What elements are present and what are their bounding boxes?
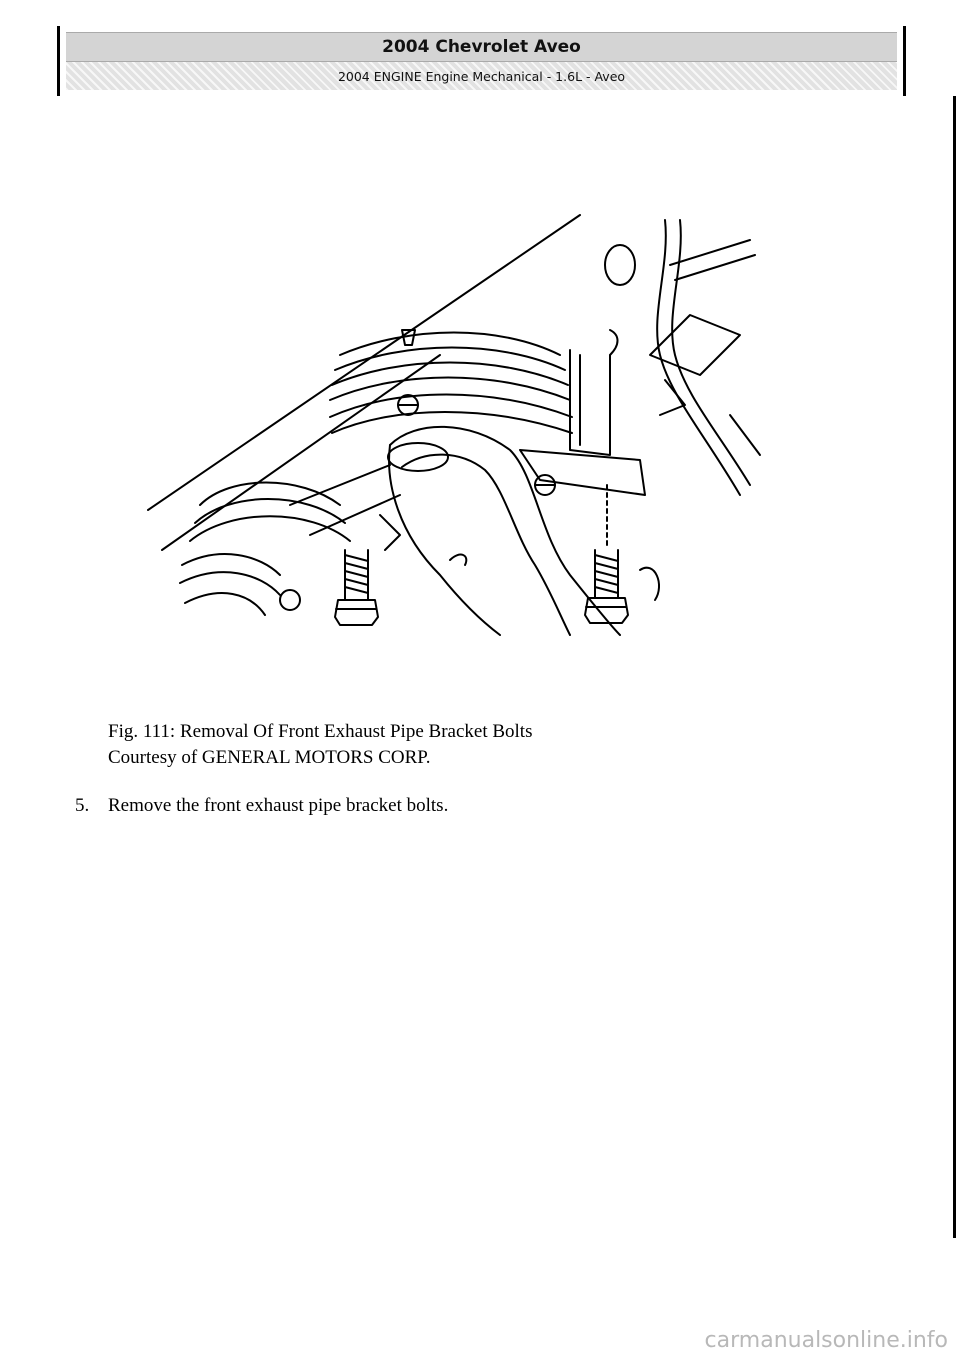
procedure-step xyxy=(75,793,448,819)
figure-caption xyxy=(108,719,532,771)
page-header xyxy=(57,26,906,96)
page-right-rule xyxy=(953,96,956,1238)
exhaust-pipe-bracket-illustration xyxy=(140,205,765,640)
step-number: 5. xyxy=(75,795,90,816)
figure-caption-title: Fig. 111: Removal Of Front Exhaust Pipe Bracket Bolts xyxy=(108,721,533,742)
figure-caption-credit: Courtesy of GENERAL MOTORS CORP. xyxy=(108,747,431,768)
step-text: Remove the front exhaust pipe bracket bolts. xyxy=(108,795,449,816)
document-subtitle: 2004 ENGINE Engine Mechanical - 1.6L - Aveo xyxy=(66,62,897,90)
document-title: 2004 Chevrolet Aveo xyxy=(66,32,897,62)
site-watermark: carmanualsonline.info xyxy=(704,1328,948,1353)
